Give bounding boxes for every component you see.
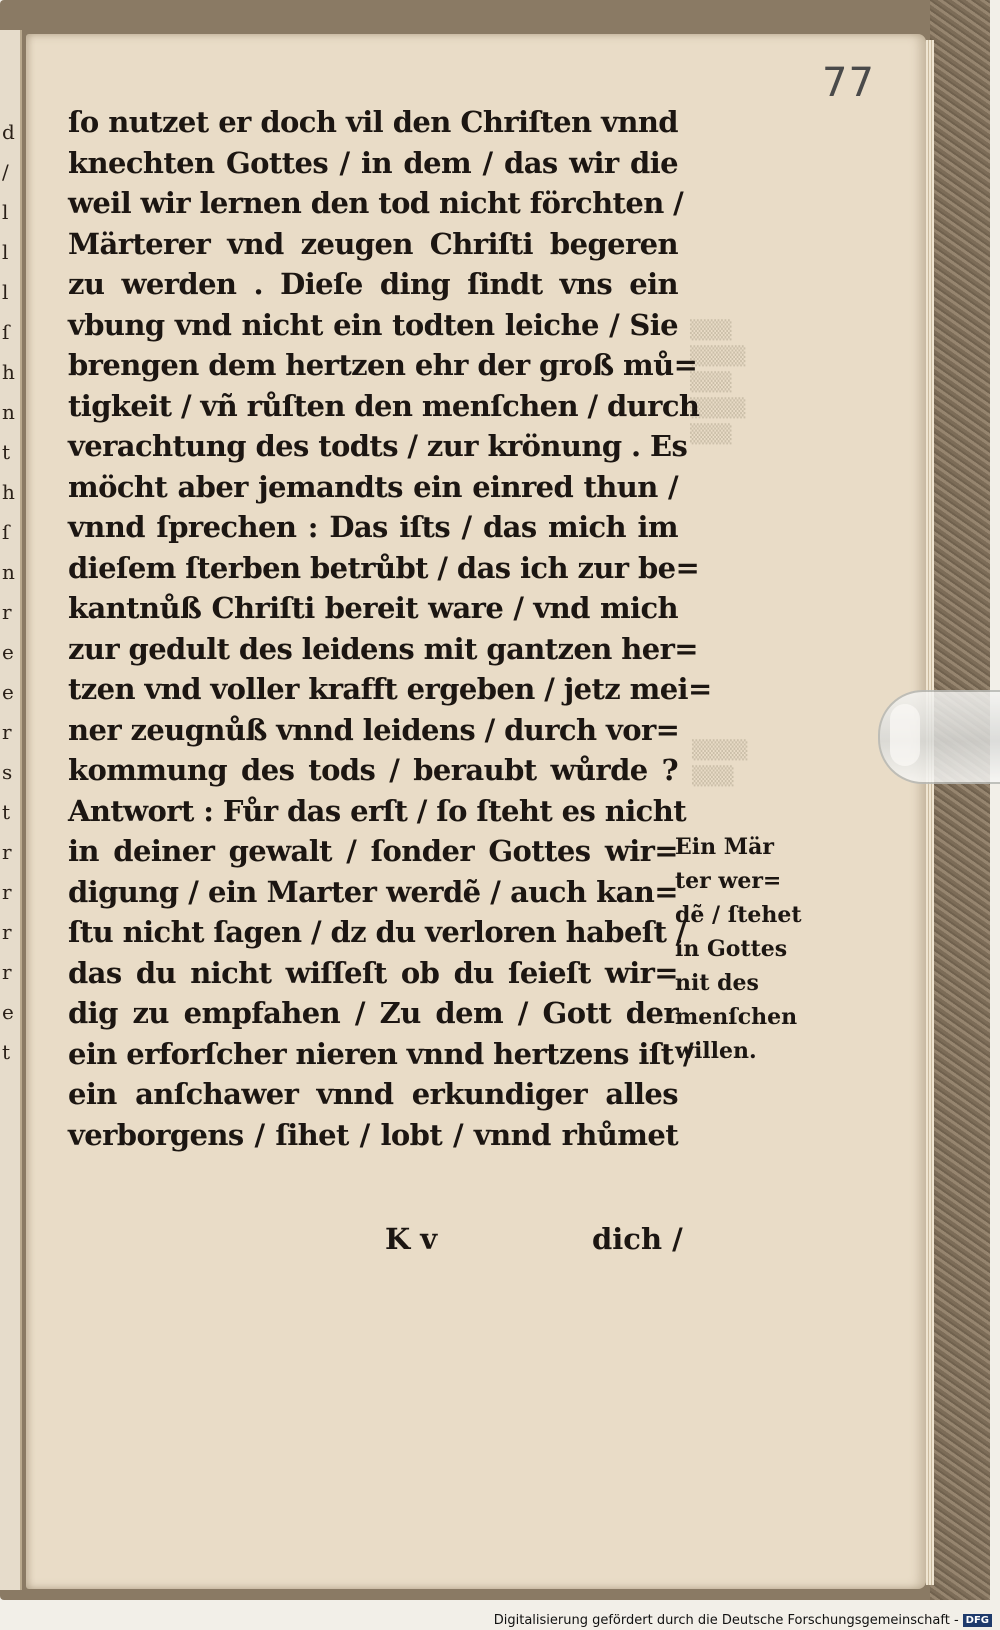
facing-page-glyph: / xyxy=(2,160,9,184)
text-line: das du nicht wiſſeſt ob du ſeieſt wir= xyxy=(68,955,678,990)
facing-page-glyph: l xyxy=(2,280,9,304)
text-line: dieſem ſterben betrůbt / das ich zur be= xyxy=(68,550,700,585)
folio-number: 77 xyxy=(822,60,875,106)
signature-mark: K v xyxy=(385,1222,438,1256)
facing-page-glyph: e xyxy=(2,640,14,664)
text-line: ein erforſcher nieren vnnd hertzens iſt / xyxy=(68,1036,693,1071)
text-line: kommung des tods / beraubt wůrde ? xyxy=(68,753,678,787)
page-clip xyxy=(878,690,1000,784)
facing-page-glyph: r xyxy=(2,960,12,984)
facing-page-glyph: l xyxy=(2,240,9,264)
text-line: ſtu nicht ſagen / dz du verloren habeſt / xyxy=(68,915,686,949)
facing-page-glyph: r xyxy=(2,920,12,944)
marginal-line: menſchen xyxy=(675,1004,798,1030)
facing-page-glyph: t xyxy=(2,440,11,464)
text-line: tzen vnd voller krafft ergeben / jetz mei= xyxy=(68,672,712,706)
facing-page-glyph: r xyxy=(2,880,12,904)
text-line: tigkeit / vñ růſten den menſchen / durch xyxy=(68,388,700,423)
show-through-text-2: ▒▒▒▒ ▒▒▒ xyxy=(692,740,748,787)
text-line: verborgens / ſihet / lobt / vnnd rhůmet xyxy=(68,1117,678,1152)
text-line: Märterer vnd zeugen Chriſti begeren xyxy=(68,226,678,261)
facing-page-glyph: d xyxy=(2,120,15,144)
text-line: vbung vnd nicht ein todten leiche / Sie xyxy=(68,307,678,342)
facing-page-glyph: h xyxy=(2,360,15,384)
text-line: ein anſchawer vnnd erkundiger alles xyxy=(68,1077,678,1111)
facing-page-glyph: t xyxy=(2,800,11,824)
text-line: knechten Gottes / in dem / das wir die xyxy=(68,145,678,180)
facing-page-glyph: s xyxy=(2,760,13,784)
page-edges xyxy=(926,40,934,1585)
marginal-note xyxy=(675,830,825,1068)
facing-page-glyph: n xyxy=(2,400,15,424)
facing-page-glyph: r xyxy=(2,840,12,864)
text-line: zur gedult des leidens mit gantzen her= xyxy=(68,631,698,666)
marginal-line: ter wer= xyxy=(675,868,782,894)
marginal-line: nit des xyxy=(675,970,759,996)
marginal-line: in Gottes xyxy=(675,936,788,962)
text-line: digung / ein Marter werdẽ / auch kan= xyxy=(68,874,678,909)
marginal-line: willen. xyxy=(675,1038,757,1064)
facing-page-glyph: e xyxy=(2,1000,14,1024)
marginal-line: dẽ / ſtehet xyxy=(675,902,802,928)
text-line: in deiner gewalt / ſonder Gottes wir= xyxy=(68,834,678,868)
marginal-line: Ein Mär xyxy=(675,834,774,860)
text-line: weil wir lernen den tod nicht förchten / xyxy=(68,186,684,220)
text-line: kantnůß Chriſti bereit ware / vnd mich xyxy=(68,591,678,625)
text-line: zu werden . Dieſe ding ſindt vns ein xyxy=(68,267,678,301)
facing-page-edge xyxy=(0,30,22,1590)
facing-page-glyph: ſ xyxy=(2,320,10,344)
footer-credit xyxy=(494,1613,992,1628)
facing-page-glyph: r xyxy=(2,720,12,744)
main-text-block xyxy=(68,102,712,1155)
text-line: Antwort : Fůr das erſt / ſo ſteht es nicht xyxy=(68,793,686,828)
text-line: verachtung des todts / zur krönung . Es xyxy=(68,429,688,463)
facing-page-glyph: l xyxy=(2,200,9,224)
facing-page-glyph: ſ xyxy=(2,520,10,544)
text-line: dig zu empfahen / Zu dem / Gott der xyxy=(68,996,678,1030)
facing-page-glyph: t xyxy=(2,1040,11,1064)
facing-page-glyph: e xyxy=(2,680,14,704)
text-line: ſo nutzet er doch vil den Chriſten vnnd xyxy=(68,105,678,139)
facing-page-glyph: r xyxy=(2,600,12,624)
dfg-logo: DFG xyxy=(963,1614,992,1627)
text-line: vnnd ſprechen : Das iſts / das mich im xyxy=(68,510,678,544)
facing-page-glyph: h xyxy=(2,480,15,504)
text-line: möcht aber jemandts ein einred thun / xyxy=(68,469,678,504)
text-line: ner zeugnůß vnnd leidens / durch vor= xyxy=(68,712,680,747)
footer-text: Digitalisierung gefördert durch die Deutsche Forschungsgemeinschaft - xyxy=(493,1613,959,1628)
facing-page-glyph: n xyxy=(2,560,15,584)
catchword: dich / xyxy=(592,1222,683,1256)
text-line: brengen dem hertzen ehr der groß mů= xyxy=(68,348,698,382)
show-through-text: ▒▒▒ ▒▒▒▒ ▒▒▒ ▒▒▒▒ ▒▒▒ xyxy=(690,320,746,445)
